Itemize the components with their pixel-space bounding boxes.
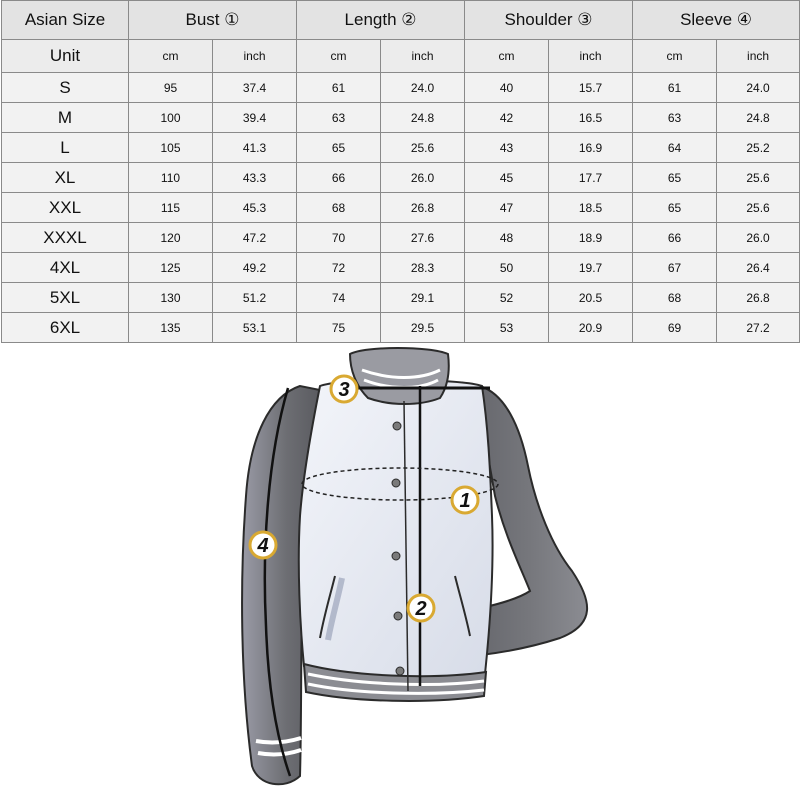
table-cell: 45.3	[213, 193, 297, 223]
table-cell: 52	[465, 283, 549, 313]
table-cell: 27.6	[381, 223, 465, 253]
unit-cell: inch	[717, 40, 800, 73]
marker-2-label: 2	[415, 598, 427, 620]
table-cell: 100	[129, 103, 213, 133]
table-cell: 39.4	[213, 103, 297, 133]
table-cell: 26.8	[381, 193, 465, 223]
table-cell: 42	[465, 103, 549, 133]
table-cell: 47.2	[213, 223, 297, 253]
table-cell: 64	[633, 133, 717, 163]
size-label: M	[2, 103, 129, 133]
table-cell: 20.5	[549, 283, 633, 313]
unit-cell: cm	[129, 40, 213, 73]
table-cell: 105	[129, 133, 213, 163]
table-cell: 61	[633, 73, 717, 103]
size-label: L	[2, 133, 129, 163]
table-row	[2, 223, 800, 253]
table-cell: 125	[129, 253, 213, 283]
table-cell: 65	[633, 163, 717, 193]
table-cell: 68	[633, 283, 717, 313]
table-cell: 28.3	[381, 253, 465, 283]
table-cell: 25.6	[381, 133, 465, 163]
table-cell: 17.7	[549, 163, 633, 193]
table-cell: 63	[633, 103, 717, 133]
table-cell: 43	[465, 133, 549, 163]
table-cell: 50	[465, 253, 549, 283]
size-chart-table	[1, 0, 800, 343]
marker-1-icon	[452, 487, 478, 513]
size-label: 4XL	[2, 253, 129, 283]
table-cell: 16.5	[549, 103, 633, 133]
table-cell: 74	[297, 283, 381, 313]
header-length: Length ②	[297, 1, 465, 40]
table-cell: 15.7	[549, 73, 633, 103]
table-cell: 26.0	[381, 163, 465, 193]
unit-cell: cm	[297, 40, 381, 73]
unit-row	[2, 40, 800, 73]
table-cell: 19.7	[549, 253, 633, 283]
table-cell: 47	[465, 193, 549, 223]
unit-cell: inch	[213, 40, 297, 73]
table-cell: 65	[297, 133, 381, 163]
table-row	[2, 193, 800, 223]
unit-cell: cm	[633, 40, 717, 73]
table-cell: 68	[297, 193, 381, 223]
table-cell: 18.5	[549, 193, 633, 223]
header-shoulder: Shoulder ③	[465, 1, 633, 40]
table-cell: 16.9	[549, 133, 633, 163]
table-cell: 70	[297, 223, 381, 253]
header-size: Asian Size	[2, 1, 129, 40]
jacket-illustration	[0, 346, 800, 800]
table-cell: 53.1	[213, 313, 297, 343]
table-cell: 63	[297, 103, 381, 133]
size-label: 5XL	[2, 283, 129, 313]
table-cell: 25.2	[717, 133, 800, 163]
table-cell: 37.4	[213, 73, 297, 103]
size-label: S	[2, 73, 129, 103]
marker-4-icon	[250, 532, 276, 558]
table-cell: 41.3	[213, 133, 297, 163]
table-cell: 26.4	[717, 253, 800, 283]
table-cell: 53	[465, 313, 549, 343]
marker-4-label: 4	[257, 535, 269, 557]
table-cell: 66	[633, 223, 717, 253]
table-cell: 26.0	[717, 223, 800, 253]
table-cell: 115	[129, 193, 213, 223]
table-cell: 27.2	[717, 313, 800, 343]
table-cell: 26.8	[717, 283, 800, 313]
table-cell: 95	[129, 73, 213, 103]
table-cell: 69	[633, 313, 717, 343]
table-cell: 75	[297, 313, 381, 343]
table-cell: 25.6	[717, 163, 800, 193]
table-cell: 65	[633, 193, 717, 223]
table-cell: 43.3	[213, 163, 297, 193]
table-cell: 130	[129, 283, 213, 313]
size-label: 6XL	[2, 313, 129, 343]
size-label: XXXL	[2, 223, 129, 253]
marker-3-icon	[331, 376, 357, 402]
marker-1-label: 1	[459, 490, 471, 512]
table-row	[2, 73, 800, 103]
table-cell: 66	[297, 163, 381, 193]
header-sleeve: Sleeve ④	[633, 1, 800, 40]
header-row	[2, 1, 800, 40]
table-row	[2, 313, 800, 343]
table-cell: 29.5	[381, 313, 465, 343]
table-cell: 45	[465, 163, 549, 193]
unit-cell: inch	[381, 40, 465, 73]
table-cell: 18.9	[549, 223, 633, 253]
table-cell: 49.2	[213, 253, 297, 283]
table-row	[2, 283, 800, 313]
table-cell: 24.0	[381, 73, 465, 103]
unit-cell: inch	[549, 40, 633, 73]
table-cell: 120	[129, 223, 213, 253]
table-cell: 48	[465, 223, 549, 253]
table-cell: 110	[129, 163, 213, 193]
marker-2-icon	[408, 595, 434, 621]
table-cell: 24.8	[381, 103, 465, 133]
table-cell: 24.0	[717, 73, 800, 103]
unit-label: Unit	[2, 40, 129, 73]
table-row	[2, 103, 800, 133]
table-cell: 29.1	[381, 283, 465, 313]
table-cell: 51.2	[213, 283, 297, 313]
table-cell: 25.6	[717, 193, 800, 223]
table-cell: 72	[297, 253, 381, 283]
size-label: XXL	[2, 193, 129, 223]
marker-3-label: 3	[338, 379, 350, 401]
table-cell: 135	[129, 313, 213, 343]
table-row	[2, 133, 800, 163]
unit-cell: cm	[465, 40, 549, 73]
table-cell: 24.8	[717, 103, 800, 133]
size-label: XL	[2, 163, 129, 193]
table-cell: 20.9	[549, 313, 633, 343]
table-cell: 40	[465, 73, 549, 103]
table-row	[2, 163, 800, 193]
table-row	[2, 253, 800, 283]
table-cell: 67	[633, 253, 717, 283]
table-cell: 61	[297, 73, 381, 103]
header-bust: Bust ①	[129, 1, 297, 40]
